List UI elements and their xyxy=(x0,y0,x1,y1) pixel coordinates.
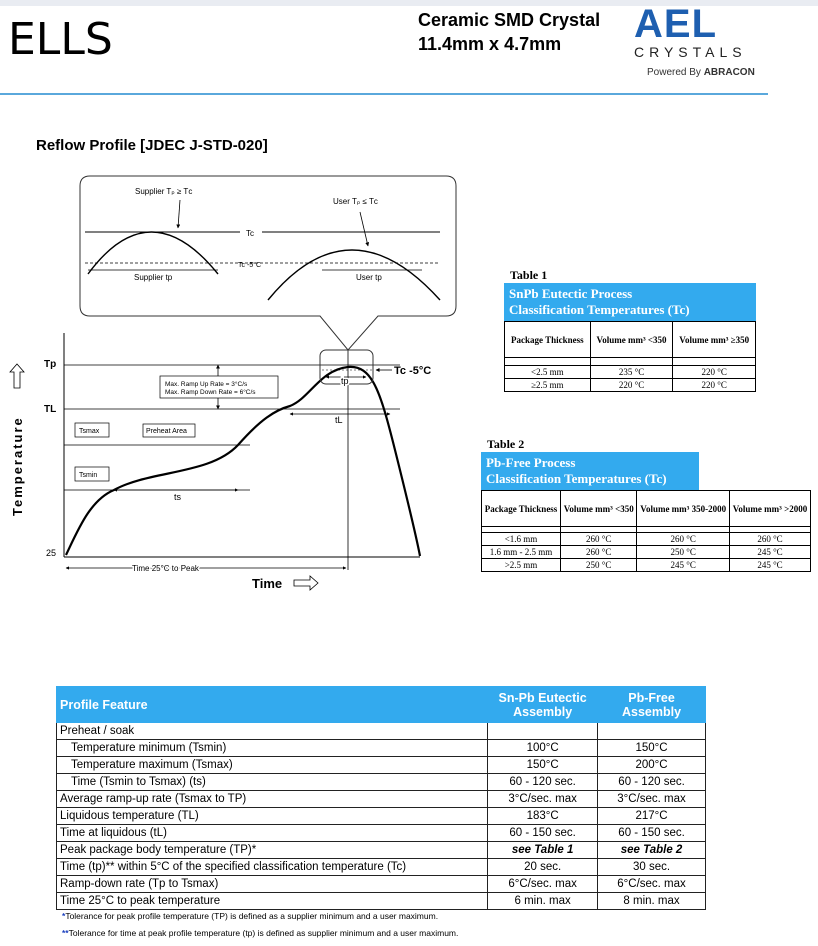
footnote-2 xyxy=(62,928,458,938)
table2-header: Volume mm³ >2000 xyxy=(729,491,810,527)
table-row xyxy=(57,757,706,774)
section-title: Reflow Profile [JDEC J-STD-020] xyxy=(36,137,268,154)
ramp-up-label: Max. Ramp Up Rate = 3°C/s xyxy=(165,381,248,388)
profile-header-row xyxy=(57,687,706,723)
table-row xyxy=(482,546,811,559)
feature-cell: Peak package body temperature (TP)* xyxy=(57,842,488,859)
pbfree-cell: 3°C/sec. max xyxy=(598,791,706,808)
supplier-curve xyxy=(88,232,218,274)
table2-header-row xyxy=(482,491,811,527)
table2-cell: 245 °C xyxy=(729,546,810,559)
tp-small-label: tp xyxy=(341,376,349,386)
header-pbfree: Pb-Free Assembly xyxy=(598,687,706,723)
part-title: ELLS xyxy=(8,14,113,65)
snpb-cell: 3°C/sec. max xyxy=(488,791,598,808)
feature-cell: Preheat / soak xyxy=(57,723,488,740)
t25-label: 25 xyxy=(46,548,57,558)
snpb-cell: 6 min. max xyxy=(488,893,598,910)
table2-title-line1: Pb-Free Process xyxy=(486,455,576,470)
tl-axis-label: TL xyxy=(44,404,57,415)
table1-spacer xyxy=(505,358,591,366)
time-arrow-icon xyxy=(294,576,318,590)
table-row xyxy=(57,893,706,910)
supplier-pointer xyxy=(178,200,180,228)
profile-feature-table xyxy=(56,686,706,910)
table-row xyxy=(57,808,706,825)
tc-minus5-label: Tc -5°C xyxy=(394,365,432,377)
feature-cell: Average ramp-up rate (Tsmax to TP) xyxy=(57,791,488,808)
feature-cell: Liquidous temperature (TL) xyxy=(57,808,488,825)
table1-title xyxy=(504,283,756,321)
footnote-1 xyxy=(62,911,438,921)
footnote-1-text: Tolerance for peak profile temperature (TP) is defined as a supplier minimum and a user maximum. xyxy=(65,911,439,921)
snpb-cell: see Table 1 xyxy=(488,842,598,859)
snpb-cell: 6°C/sec. max xyxy=(488,876,598,893)
header-snpb: Sn-Pb Eutectic Assembly xyxy=(488,687,598,723)
table2-cell: 260 °C xyxy=(561,546,637,559)
table1-header: Package Thickness xyxy=(505,322,591,358)
table2-header: Package Thickness xyxy=(482,491,561,527)
powered-brand: ABRACON xyxy=(703,67,755,78)
table2-cell: 250 °C xyxy=(637,546,730,559)
table-row xyxy=(57,859,706,876)
table1-cell: 235 °C xyxy=(590,366,673,379)
company-logo: AEL xyxy=(634,2,717,46)
pbfree-cell: 8 min. max xyxy=(598,893,706,910)
table1 xyxy=(504,321,756,392)
table2-cell: 245 °C xyxy=(637,559,730,572)
snpb-cell: 60 - 150 sec. xyxy=(488,825,598,842)
supplier-tp-label: Supplier tp xyxy=(134,273,173,282)
header-profile-feature: Profile Feature xyxy=(57,687,488,723)
pbfree-cell: 60 - 120 sec. xyxy=(598,774,706,791)
tsmin-label: Tsmin xyxy=(79,472,98,479)
pbfree-cell: 150°C xyxy=(598,740,706,757)
reflow-profile-diagram xyxy=(0,170,470,600)
tc-label: Tc xyxy=(246,229,254,238)
pbfree-cell: 60 - 150 sec. xyxy=(598,825,706,842)
footnote-2-text: Tolerance for time at peak profile temperature (tp) is defined as supplier minimum and a user maximum. xyxy=(68,928,459,938)
supplier-label: Supplier Tₚ ≥ Tᴄ xyxy=(135,187,193,196)
ts-small-label: ts xyxy=(174,492,182,502)
table-row xyxy=(57,740,706,757)
pbfree-cell: see Table 2 xyxy=(598,842,706,859)
snpb-cell: 60 - 120 sec. xyxy=(488,774,598,791)
temperature-arrow-icon xyxy=(10,364,24,388)
feature-cell: Time (Tsmin to Tsmax) (ts) xyxy=(57,774,488,791)
table-row xyxy=(57,791,706,808)
ramp-down-label: Max. Ramp Down Rate = 6°C/s xyxy=(165,389,256,396)
snpb-cell: 183°C xyxy=(488,808,598,825)
table-row xyxy=(57,842,706,859)
feature-cell: Ramp-down rate (Tp to Tsmax) xyxy=(57,876,488,893)
user-pointer xyxy=(360,212,368,246)
table-row xyxy=(57,723,706,740)
table2-cell: 245 °C xyxy=(729,559,810,572)
product-line-1: Ceramic SMD Crystal xyxy=(418,10,601,30)
feature-cell: Time 25°C to peak temperature xyxy=(57,893,488,910)
snpb-cell xyxy=(488,723,598,740)
feature-cell: Temperature minimum (Tsmin) xyxy=(57,740,488,757)
table1-header-row xyxy=(505,322,756,358)
table1-header: Volume mm³ ≥350 xyxy=(673,322,756,358)
table-row xyxy=(482,533,811,546)
footnote-1-mark: * xyxy=(62,911,66,921)
product-description xyxy=(418,8,600,56)
table1-header: Volume mm³ <350 xyxy=(590,322,673,358)
table1-caption: Table 1 xyxy=(510,268,548,282)
table-row xyxy=(57,774,706,791)
table-row xyxy=(505,379,756,392)
preheat-label: Preheat Area xyxy=(146,428,187,435)
table-row xyxy=(57,876,706,893)
pbfree-cell: 30 sec. xyxy=(598,859,706,876)
feature-cell: Temperature maximum (Tsmax) xyxy=(57,757,488,774)
pbfree-cell: 6°C/sec. max xyxy=(598,876,706,893)
table-row xyxy=(57,825,706,842)
table2-block xyxy=(481,437,811,572)
header-divider xyxy=(0,93,768,95)
tl-small-label: tL xyxy=(335,415,343,425)
table2 xyxy=(481,490,811,572)
logo-subtitle: CRYSTALS xyxy=(634,44,747,60)
table2-cell: 1.6 mm - 2.5 mm xyxy=(482,546,561,559)
pbfree-cell: 217°C xyxy=(598,808,706,825)
table1-spacer xyxy=(590,358,673,366)
user-curve xyxy=(268,250,440,300)
table2-header: Volume mm³ 350-2000 xyxy=(637,491,730,527)
table-row xyxy=(482,559,811,572)
table2-cell: 250 °C xyxy=(561,559,637,572)
tc5-label: Tc -5°C xyxy=(238,262,262,269)
table2-title xyxy=(481,452,699,490)
user-tp-label: User tp xyxy=(356,273,382,282)
table1-cell: ≥2.5 mm xyxy=(505,379,591,392)
snpb-cell: 150°C xyxy=(488,757,598,774)
table1-block xyxy=(504,268,756,392)
tsmax-label: Tsmax xyxy=(79,428,100,435)
table2-cell: <1.6 mm xyxy=(482,533,561,546)
snpb-cell: 20 sec. xyxy=(488,859,598,876)
table1-spacer xyxy=(673,358,756,366)
table1-cell: <2.5 mm xyxy=(505,366,591,379)
footnote-2-mark: ** xyxy=(62,928,69,938)
product-line-2: 11.4mm x 4.7mm xyxy=(418,34,562,54)
pbfree-cell: 200°C xyxy=(598,757,706,774)
table1-title-line2: Classification Temperatures (Tc) xyxy=(509,302,690,317)
tp-axis-label: Tp xyxy=(44,359,57,370)
powered-by xyxy=(647,67,755,78)
table2-cell: >2.5 mm xyxy=(482,559,561,572)
table1-cell: 220 °C xyxy=(590,379,673,392)
table2-cell: 260 °C xyxy=(729,533,810,546)
snpb-cell: 100°C xyxy=(488,740,598,757)
pbfree-cell xyxy=(598,723,706,740)
table1-cell: 220 °C xyxy=(673,379,756,392)
table-row xyxy=(505,366,756,379)
powered-prefix: Powered By xyxy=(647,67,701,78)
table2-header: Volume mm³ <350 xyxy=(561,491,637,527)
feature-cell: Time (tp)** within 5°C of the specified classification temperature (Tc) xyxy=(57,859,488,876)
feature-cell: Time at liquidous (tL) xyxy=(57,825,488,842)
table2-cell: 260 °C xyxy=(561,533,637,546)
time-axis-label: Time xyxy=(252,576,283,591)
table1-cell: 220 °C xyxy=(673,366,756,379)
table2-caption: Table 2 xyxy=(487,437,525,451)
temperature-axis-label: Temperature xyxy=(10,416,25,516)
user-label: User Tₚ ≤ Tᴄ xyxy=(333,197,378,206)
table2-title-line2: Classification Temperatures (Tc) xyxy=(486,471,667,486)
time-to-peak-label: Time 25°C to Peak xyxy=(132,564,199,573)
table1-title-line1: SnPb Eutectic Process xyxy=(509,286,633,301)
table2-cell: 260 °C xyxy=(637,533,730,546)
